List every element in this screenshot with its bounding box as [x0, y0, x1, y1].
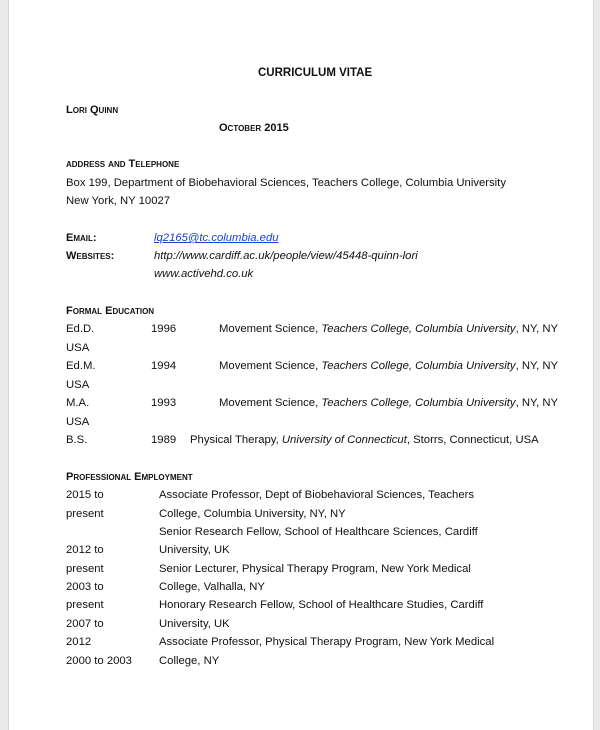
degree-year: 1994 — [151, 360, 177, 372]
degree: M.A. — [66, 397, 90, 409]
employment-date-text: 2007 to — [66, 618, 104, 630]
degree-year: 1989 — [151, 434, 177, 446]
employment-position-text: College, NY — [159, 655, 220, 667]
cv-title: CURRICULUM VITAE — [258, 67, 373, 79]
address-line-1: Box 199, Department of Biobehavioral Sciences, Teachers College, Columbia University — [66, 177, 506, 189]
degree: Ed.M. — [66, 360, 96, 372]
degree-description: Movement Science, Teachers College, Columbia University, NY, NY — [219, 360, 559, 372]
cv-date: October 2015 — [219, 122, 289, 134]
degree-description-continued: USA — [66, 379, 90, 391]
degree-year: 1996 — [151, 323, 177, 335]
email-link[interactable]: lq2165@tc.columbia.edu — [154, 232, 279, 244]
employment-date-text: present — [66, 563, 104, 575]
degree-description-continued: USA — [66, 342, 90, 354]
employment-date-text: 2000 to 2003 — [66, 655, 132, 667]
website-link-1[interactable]: http://www.cardiff.ac.uk/people/view/45448-quinn-lori — [154, 250, 418, 262]
document-page — [8, 0, 594, 730]
employment-position-text: College, Valhalla, NY — [159, 581, 265, 593]
employment-date-text: present — [66, 508, 104, 520]
employment-position-text: Associate Professor, Physical Therapy Program, New York Medical — [159, 636, 495, 648]
degree-description: Movement Science, Teachers College, Columbia University, NY, NY — [219, 397, 559, 409]
education-heading: Formal Education — [66, 305, 155, 317]
degree-year: 1993 — [151, 397, 177, 409]
degree-description: Movement Science, Teachers College, Columbia University, NY, NY — [219, 323, 559, 335]
employment-date-text: 2012 to — [66, 544, 104, 556]
employment-position-text: Senior Lecturer, Physical Therapy Program, New York Medical — [159, 563, 471, 575]
website-link-2[interactable]: www.activehd.co.uk — [154, 268, 254, 280]
employment-date-text: 2012 — [66, 636, 92, 648]
employment-date-text: 2015 to — [66, 489, 104, 501]
employment-position-text: University, UK — [159, 544, 230, 556]
email-label: Email: — [66, 232, 97, 244]
employment-position-text: Senior Research Fellow, School of Healthcare Sciences, Cardiff — [159, 526, 478, 538]
degree: Ed.D. — [66, 323, 95, 335]
degree: B.S. — [66, 434, 88, 446]
contact-heading: address and Telephone — [66, 158, 180, 170]
employment-date-text: 2003 to — [66, 581, 104, 593]
websites-label: Websites: — [66, 250, 115, 262]
degree-description: Physical Therapy, University of Connecticut, Storrs, Connecticut, USA — [190, 434, 539, 446]
employment-position-text: University, UK — [159, 618, 230, 630]
employment-position-text: Honorary Research Fellow, School of Healthcare Studies, Cardiff — [159, 599, 484, 611]
employment-position-text: College, Columbia University, NY, NY — [159, 508, 346, 520]
address-line-2: New York, NY 10027 — [66, 195, 171, 207]
candidate-name: Lori Quinn — [66, 104, 119, 116]
employment-date-text: present — [66, 599, 104, 611]
degree-description-continued: USA — [66, 416, 90, 428]
employment-position-text: Associate Professor, Dept of Biobehavioral Sciences, Teachers — [159, 489, 475, 501]
employment-heading: Professional Employment — [66, 471, 193, 483]
